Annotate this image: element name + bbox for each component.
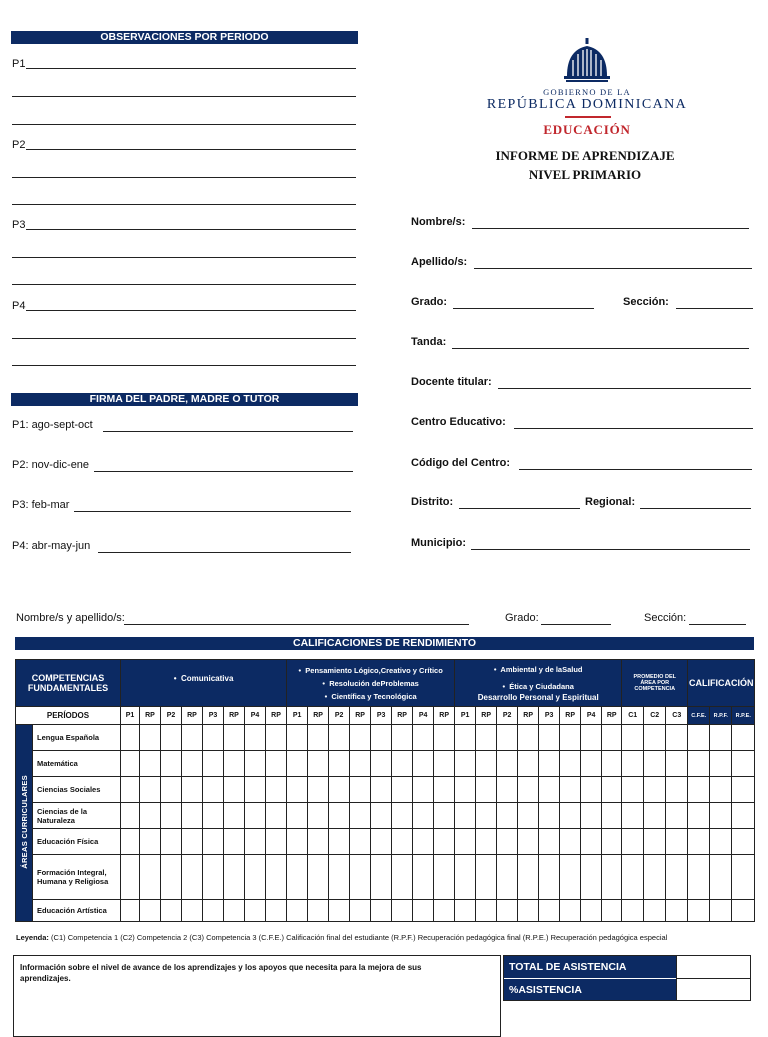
info-box[interactable] [13, 955, 501, 1037]
col-p3: P3 [371, 707, 392, 725]
seccion-field[interactable] [676, 308, 753, 309]
col-rp: RP [560, 707, 581, 725]
col-rp: RP [476, 707, 497, 725]
obs-p3-line-2[interactable] [12, 257, 356, 258]
area-name: Ciencias de la Naturaleza [33, 803, 121, 829]
col-c1: C1 [622, 707, 644, 725]
p2-seccion-label: Sección: [644, 612, 687, 624]
col-rpf: R.P.F. [710, 707, 732, 725]
comp-comunicativa: • Comunicativa [121, 660, 287, 707]
p2-nombre-field[interactable] [124, 624, 469, 625]
col-p2: P2 [329, 707, 350, 725]
area-row-matematica [16, 751, 755, 777]
firma-p2-line[interactable] [94, 471, 353, 472]
centro-label: Centro Educativo: [411, 416, 506, 428]
col-rp: RP [308, 707, 329, 725]
tanda-field[interactable] [452, 348, 749, 349]
p2-seccion-field[interactable] [689, 624, 746, 625]
col-p3: P3 [203, 707, 224, 725]
municipio-label: Municipio: [411, 537, 466, 549]
col-rp: RP [392, 707, 413, 725]
col-p4: P4 [581, 707, 602, 725]
col-rp: RP [224, 707, 245, 725]
area-name: Lengua Española [33, 725, 121, 751]
obs-p2-line-3[interactable] [12, 204, 356, 205]
report-title: INFORME DE APRENDIZAJE [495, 148, 675, 163]
municipio-field[interactable] [471, 549, 750, 550]
col-rpe: R.P.E. [732, 707, 755, 725]
comp-ambiental [455, 660, 622, 707]
promedio-header: PROMEDIO DEL ÁREA POR COMPETENCIA [622, 660, 688, 707]
nombre-label: Nombre/s: [411, 216, 466, 228]
firma-p4-line[interactable] [98, 552, 351, 553]
regional-field[interactable] [640, 508, 751, 509]
col-rp: RP [350, 707, 371, 725]
area-row-sociales [16, 777, 755, 803]
total-asistencia-value[interactable] [676, 956, 750, 978]
obs-p3-line[interactable] [26, 229, 356, 230]
col-p2: P2 [161, 707, 182, 725]
docente-label: Docente titular: [411, 376, 492, 388]
codigo-label: Código del Centro: [411, 457, 510, 469]
observaciones-title: OBSERVACIONES POR PERIODO [11, 31, 358, 44]
firma-p1-label: P1: ago-sept-oct [12, 419, 93, 431]
leyenda-text: (C1) Competencia 1 (C2) Competencia 2 (C3) Competencia 3 (C.F.E.) Calificación final del estudiante (R.P.F.) Recuperación pedagógica final (R.P.E.) Recuperación pedagógica especial [51, 933, 668, 942]
comp-pensamiento-item-1: • Pensamiento Lógico,Creativo y Crítico [298, 665, 443, 675]
col-p1: P1 [121, 707, 140, 725]
area-row-artistica [16, 900, 755, 922]
calificaciones-title: CALIFICACIONES DE RENDIMIENTO [15, 637, 754, 650]
area-row-formacion [16, 855, 755, 900]
area-name: Formación Integral, Humana y Religiosa [33, 855, 121, 900]
obs-p1-line-2[interactable] [12, 96, 356, 97]
col-p4: P4 [413, 707, 434, 725]
obs-p4-line-3[interactable] [12, 365, 356, 366]
apellido-label: Apellido/s: [411, 256, 468, 268]
firma-p4-label: P4: abr-may-jun [12, 540, 91, 552]
obs-p2-line-2[interactable] [12, 177, 356, 178]
total-asistencia-label: TOTAL DE ASISTENCIA [504, 956, 676, 978]
obs-p1-line-3[interactable] [12, 124, 356, 125]
comp-ambiental-item-3: Desarrollo Personal y Espiritual [477, 692, 599, 702]
obs-p3-line-3[interactable] [12, 284, 356, 285]
leyenda-label: Leyenda: [16, 933, 49, 942]
p2-grado-label: Grado: [505, 612, 539, 624]
obs-p4-line-2[interactable] [12, 338, 356, 339]
col-p1: P1 [455, 707, 476, 725]
comp-pensamiento-item-2: • Resolución deProblemas [322, 678, 419, 688]
codigo-field[interactable] [519, 469, 752, 470]
obs-p4-label: P4 [12, 300, 26, 312]
obs-p2-label: P2 [12, 139, 26, 151]
porcentaje-asistencia-value[interactable] [676, 978, 750, 1000]
comp-ambiental-item-2: • Ética y Ciudadana [502, 681, 574, 691]
col-rp: RP [518, 707, 539, 725]
grades-table [15, 659, 755, 922]
col-c3: C3 [666, 707, 688, 725]
col-rp: RP [140, 707, 161, 725]
comp-comunicativa-label: Comunicativa [180, 674, 234, 683]
nombre-field[interactable] [472, 228, 749, 229]
area-row-lengua [16, 725, 755, 751]
comp-pensamiento [287, 660, 455, 707]
regional-label: Regional: [585, 496, 636, 508]
area-name: Ciencias Sociales [33, 777, 121, 803]
firma-title: FIRMA DEL PADRE, MADRE O TUTOR [11, 393, 358, 406]
logo-line2: REPÚBLICA DOMINICANA [486, 97, 688, 112]
col-p3: P3 [539, 707, 560, 725]
logo-line3: EDUCACIÓN [543, 122, 631, 137]
comp-ambiental-item-1: • Ambiental y de laSalud [493, 664, 583, 674]
grado-label: Grado: [411, 296, 448, 308]
col-rp: RP [434, 707, 455, 725]
centro-field[interactable] [514, 428, 753, 429]
seccion-label: Sección: [623, 296, 669, 308]
firma-p2-label: P2: nov-dic-ene [12, 459, 90, 471]
dome-emblem-icon [563, 38, 611, 84]
porcentaje-asistencia-label: %ASISTENCIA [504, 978, 676, 1000]
asistencia-box [503, 955, 751, 1001]
col-p1: P1 [287, 707, 308, 725]
distrito-label: Distrito: [411, 496, 454, 508]
firma-p3-line[interactable] [74, 511, 351, 512]
area-name: Educación Física [33, 829, 121, 855]
col-p2: P2 [497, 707, 518, 725]
comp-pensamiento-item-3: • Científica y Tecnológica [324, 691, 417, 701]
obs-p3-label: P3 [12, 219, 26, 231]
competencias-header: COMPETENCIAS FUNDAMENTALES [16, 660, 121, 707]
obs-p1-line[interactable] [26, 68, 356, 69]
col-rp: RP [182, 707, 203, 725]
obs-p4-line[interactable] [26, 310, 356, 311]
col-rp: RP [602, 707, 622, 725]
tanda-label: Tanda: [411, 336, 447, 348]
area-name: Matemática [33, 751, 121, 777]
firma-p1-line[interactable] [103, 431, 353, 432]
area-row-fisica [16, 829, 755, 855]
distrito-field[interactable] [459, 508, 580, 509]
col-p4: P4 [245, 707, 266, 725]
firma-p3-label: P3: feb-mar [12, 499, 70, 511]
p2-nombre-label: Nombre/s y apellido/s: [16, 612, 125, 624]
col-cfe: C.F.E. [688, 707, 710, 725]
obs-p1-label: P1 [12, 58, 26, 70]
periodos-label: PERÍODOS [16, 707, 121, 725]
col-c2: C2 [644, 707, 666, 725]
apellido-field[interactable] [474, 268, 752, 269]
obs-p2-line[interactable] [26, 149, 356, 150]
p2-grado-field[interactable] [541, 624, 611, 625]
calificacion-header: CALIFICACIÓN [688, 660, 755, 707]
leyenda [16, 933, 756, 942]
docente-field[interactable] [498, 388, 751, 389]
area-row-naturaleza [16, 803, 755, 829]
info-box-text: Información sobre el nivel de avance de los aprendizajes y los apoyos que necesita para la mejora de sus aprendizajes. [20, 963, 422, 983]
logo-line1: GOBIERNO DE LA [543, 87, 631, 97]
area-name: Educación Artística [33, 900, 121, 922]
report-subtitle: NIVEL PRIMARIO [528, 167, 642, 182]
areas-curriculares-label: ÁREAS CURRICULARES [16, 725, 33, 922]
grado-field[interactable] [453, 308, 594, 309]
col-rp: RP [266, 707, 287, 725]
logo-divider [565, 116, 611, 118]
